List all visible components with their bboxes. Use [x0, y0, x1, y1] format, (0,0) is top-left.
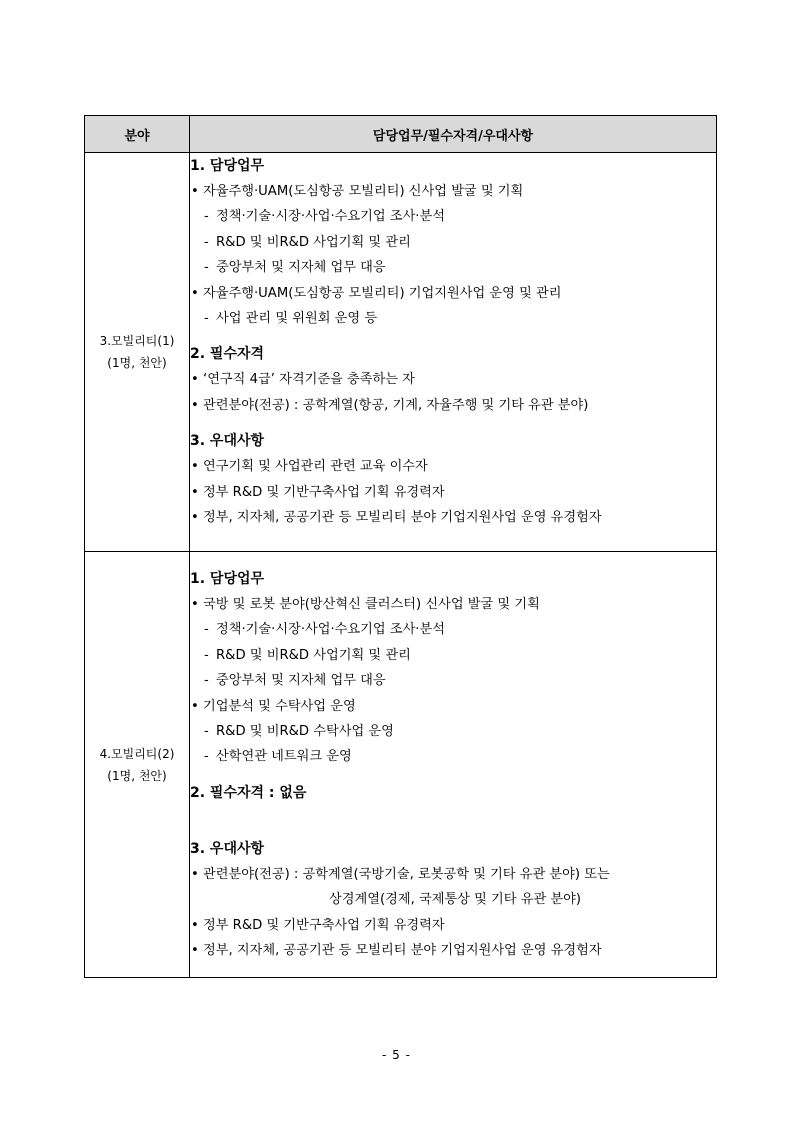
bullet-marker: •: [191, 285, 199, 301]
duties-section: [190, 566, 716, 770]
page-number: - 5 -: [382, 1048, 411, 1062]
details-cell: [190, 552, 717, 978]
dash-marker: -: [204, 260, 209, 276]
field-headcount: (1명, 천안): [107, 356, 167, 370]
item-text: 자율주행·UAM(도심항공 모빌리티) 기업지원사업 운영 및 관리: [203, 285, 562, 301]
bullet-marker: •: [191, 372, 199, 388]
bullet-marker: •: [191, 184, 199, 199]
list-item: [190, 505, 716, 530]
item-text: 자율주행·UAM(도심항공 모빌리티) 신사업 발굴 및 기획: [203, 184, 524, 199]
item-text: ‘연구직 4급’ 자격기준을 충족하는 자: [203, 372, 415, 388]
item-text: 산학연관 네트워크 운영: [216, 749, 352, 765]
bullet-marker: •: [191, 943, 199, 959]
dash-marker: -: [204, 673, 209, 689]
list-item: [190, 204, 716, 229]
list-item: [190, 694, 716, 719]
header-details: 담당업무/필수자격/우대사항: [190, 116, 717, 153]
dash-marker: -: [204, 749, 209, 765]
section-heading: 2. 필수자격 : 없음: [190, 784, 307, 801]
table-row: [85, 552, 717, 978]
list-item: [190, 668, 716, 693]
list-item: [190, 281, 716, 306]
list-item: [190, 230, 716, 255]
item-text: 연구기획 및 사업관리 관련 교육 이수자: [203, 459, 428, 475]
field-name: 3.모빌리티(1): [99, 334, 175, 348]
bullet-marker: •: [191, 917, 199, 933]
table-header-row: [85, 116, 717, 153]
section-heading: 1. 담당업무: [190, 571, 265, 587]
dash-marker: -: [204, 209, 209, 225]
dash-marker: -: [204, 622, 209, 638]
table-row: [85, 153, 717, 552]
field-cell: [85, 552, 190, 978]
list-item: [190, 179, 716, 204]
field-cell: [85, 153, 190, 552]
list-item: [190, 306, 716, 331]
preferred-section: [190, 428, 716, 530]
list-item: [190, 480, 716, 505]
item-text: 상경계열(경제, 국제통상 및 기타 유관 분야): [329, 892, 582, 908]
field-headcount: (1명, 천안): [107, 768, 167, 783]
duties-section: [190, 153, 716, 331]
item-text: 중앙부처 및 지자체 업무 대응: [216, 260, 386, 276]
item-text: 중앙부처 및 지자체 업무 대응: [216, 673, 386, 689]
dash-marker: -: [204, 311, 209, 327]
dash-marker: -: [204, 724, 209, 740]
bullet-marker: •: [191, 698, 199, 714]
list-item: [190, 862, 716, 887]
dash-marker: -: [204, 647, 209, 663]
bullet-marker: •: [191, 459, 199, 475]
required-section: [190, 780, 716, 826]
bullet-marker: •: [191, 484, 199, 500]
list-item: [190, 367, 716, 392]
list-item: [190, 592, 716, 617]
bullet-marker: •: [191, 510, 199, 526]
item-text: 정책·기술·시장·사업·수요기업 조사·분석: [216, 209, 445, 225]
section-heading: 1. 담당업무: [190, 158, 265, 174]
list-item: [190, 617, 716, 642]
item-text: R&D 및 비R&D 수탁사업 운영: [216, 724, 394, 740]
section-heading: 2. 필수자격: [190, 346, 265, 363]
item-text: R&D 및 비R&D 사업기획 및 관리: [216, 647, 411, 663]
item-text: 정부, 지자체, 공공기관 등 모빌리티 분야 기업지원사업 운영 유경험자: [203, 943, 602, 959]
item-text: 기업분석 및 수탁사업 운영: [203, 698, 356, 714]
details-cell: [190, 153, 717, 552]
item-text: 관련분야(전공) : 공학계열(항공, 기계, 자율주행 및 기타 유관 분야): [203, 397, 589, 413]
bullet-marker: •: [191, 866, 199, 882]
bullet-marker: •: [191, 397, 199, 413]
field-name: 4.모빌리티(2): [99, 746, 175, 761]
list-item-continuation: [190, 887, 716, 912]
item-text: R&D 및 비R&D 사업기획 및 관리: [216, 234, 411, 250]
list-item: [190, 454, 716, 479]
list-item: [190, 938, 716, 963]
item-text: 사업 관리 및 위원회 운영 등: [216, 311, 378, 327]
job-table: [84, 115, 717, 978]
item-text: 정부, 지자체, 공공기관 등 모빌리티 분야 기업지원사업 운영 유경험자: [203, 510, 602, 526]
bullet-marker: •: [191, 597, 199, 612]
list-item: [190, 255, 716, 280]
list-item: [190, 744, 716, 769]
list-item: [190, 393, 716, 418]
section-heading: 3. 우대사항: [190, 840, 265, 857]
required-section: [190, 341, 716, 418]
item-text: 관련분야(전공) : 공학계열(국방기술, 로봇공학 및 기타 유관 분야) 또는: [203, 866, 610, 882]
item-text: 국방 및 로봇 분야(방산혁신 클러스터) 신사업 발굴 및 기획: [203, 597, 540, 612]
dash-marker: -: [204, 234, 209, 250]
preferred-section: [190, 836, 716, 964]
item-text: 정부 R&D 및 기반구축사업 기획 유경력자: [203, 917, 445, 933]
list-item: [190, 643, 716, 668]
item-text: 정책·기술·시장·사업·수요기업 조사·분석: [216, 622, 445, 638]
list-item: [190, 913, 716, 938]
list-item: [190, 719, 716, 744]
section-heading: 3. 우대사항: [190, 433, 265, 450]
header-field: 분야: [85, 116, 190, 153]
item-text: 정부 R&D 및 기반구축사업 기획 유경력자: [203, 484, 445, 500]
